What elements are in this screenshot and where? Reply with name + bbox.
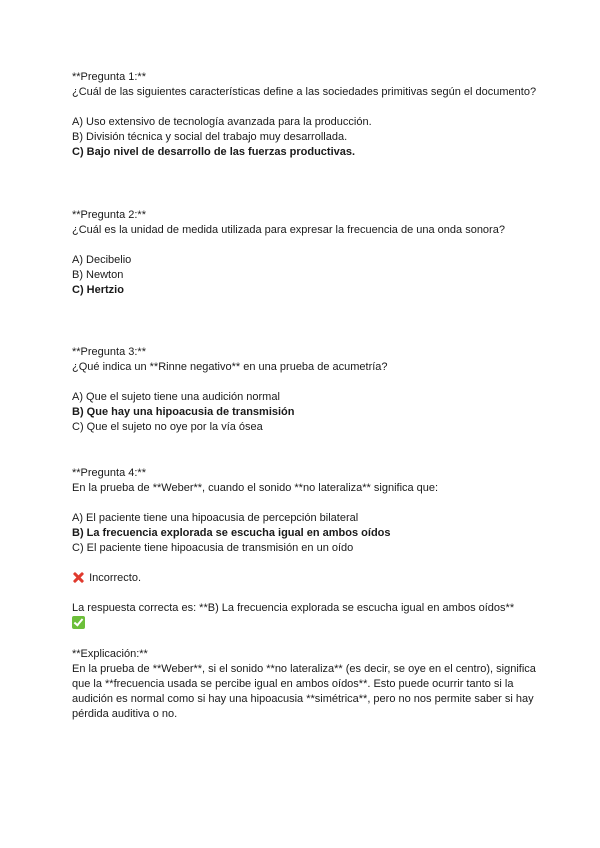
question-4-text: En la prueba de **Weber**, cuando el sonido **no lateraliza** significa que: [72, 482, 439, 494]
question-3-option-c: C) Que el sujeto no oye por la vía ósea [72, 421, 263, 433]
explanation-text: En la prueba de **Weber**, si el sonido **no lateraliza** (es decir, se oye en el centro), significa que la **frecuencia usada se percibe igual en ambos oídos**. Esto puede ocurrir tanto si la audición es normal como si hay una hipoacusia **simétrica**, pero no nos permite saber si hay pérdida auditiva o no. [72, 663, 536, 720]
question-1-option-b: B) División técnica y social del trabajo muy desarrollada. [72, 131, 348, 143]
question-4 [72, 466, 540, 556]
question-2 [72, 208, 540, 298]
question-2-option-a: A) Decibelio [72, 254, 132, 266]
correct-answer-line [72, 601, 540, 632]
question-4-heading: **Pregunta 4:** [72, 467, 146, 479]
question-4-option-b: B) La frecuencia explorada se escucha igual en ambos oídos [72, 527, 391, 539]
question-1 [72, 70, 540, 160]
check-mark-icon [72, 616, 85, 629]
question-1-text: ¿Cuál de las siguientes características define a las sociedades primitivas según el documento? [72, 86, 537, 98]
question-2-option-b: B) Newton [72, 269, 124, 281]
question-4-option-a: A) El paciente tiene una hipoacusia de percepción bilateral [72, 512, 359, 524]
question-3 [72, 345, 540, 435]
result-line [72, 571, 540, 586]
question-3-option-a: A) Que el sujeto tiene una audición normal [72, 391, 280, 403]
result-text: Incorrecto. [89, 572, 142, 584]
cross-mark-icon [72, 571, 84, 583]
question-1-heading: **Pregunta 1:** [72, 71, 146, 83]
feedback [72, 571, 540, 722]
question-3-option-b: B) Que hay una hipoacusia de transmisión [72, 406, 295, 418]
question-1-option-c: C) Bajo nivel de desarrollo de las fuerzas productivas. [72, 146, 356, 158]
question-2-heading: **Pregunta 2:** [72, 209, 146, 221]
explanation-heading: **Explicación:** [72, 648, 148, 660]
question-3-heading: **Pregunta 3:** [72, 346, 146, 358]
question-2-text: ¿Cuál es la unidad de medida utilizada para expresar la frecuencia de una onda sonora? [72, 224, 505, 236]
question-3-text: ¿Qué indica un **Rinne negativo** en una prueba de acumetría? [72, 361, 388, 373]
question-4-option-c: C) El paciente tiene hipoacusia de transmisión en un oído [72, 542, 354, 554]
correct-answer-text: La respuesta correcta es: **B) La frecuencia explorada se escucha igual en ambos oídos** [72, 602, 515, 614]
question-2-option-c: C) Hertzio [72, 284, 124, 296]
question-1-option-a: A) Uso extensivo de tecnología avanzada para la producción. [72, 116, 372, 128]
